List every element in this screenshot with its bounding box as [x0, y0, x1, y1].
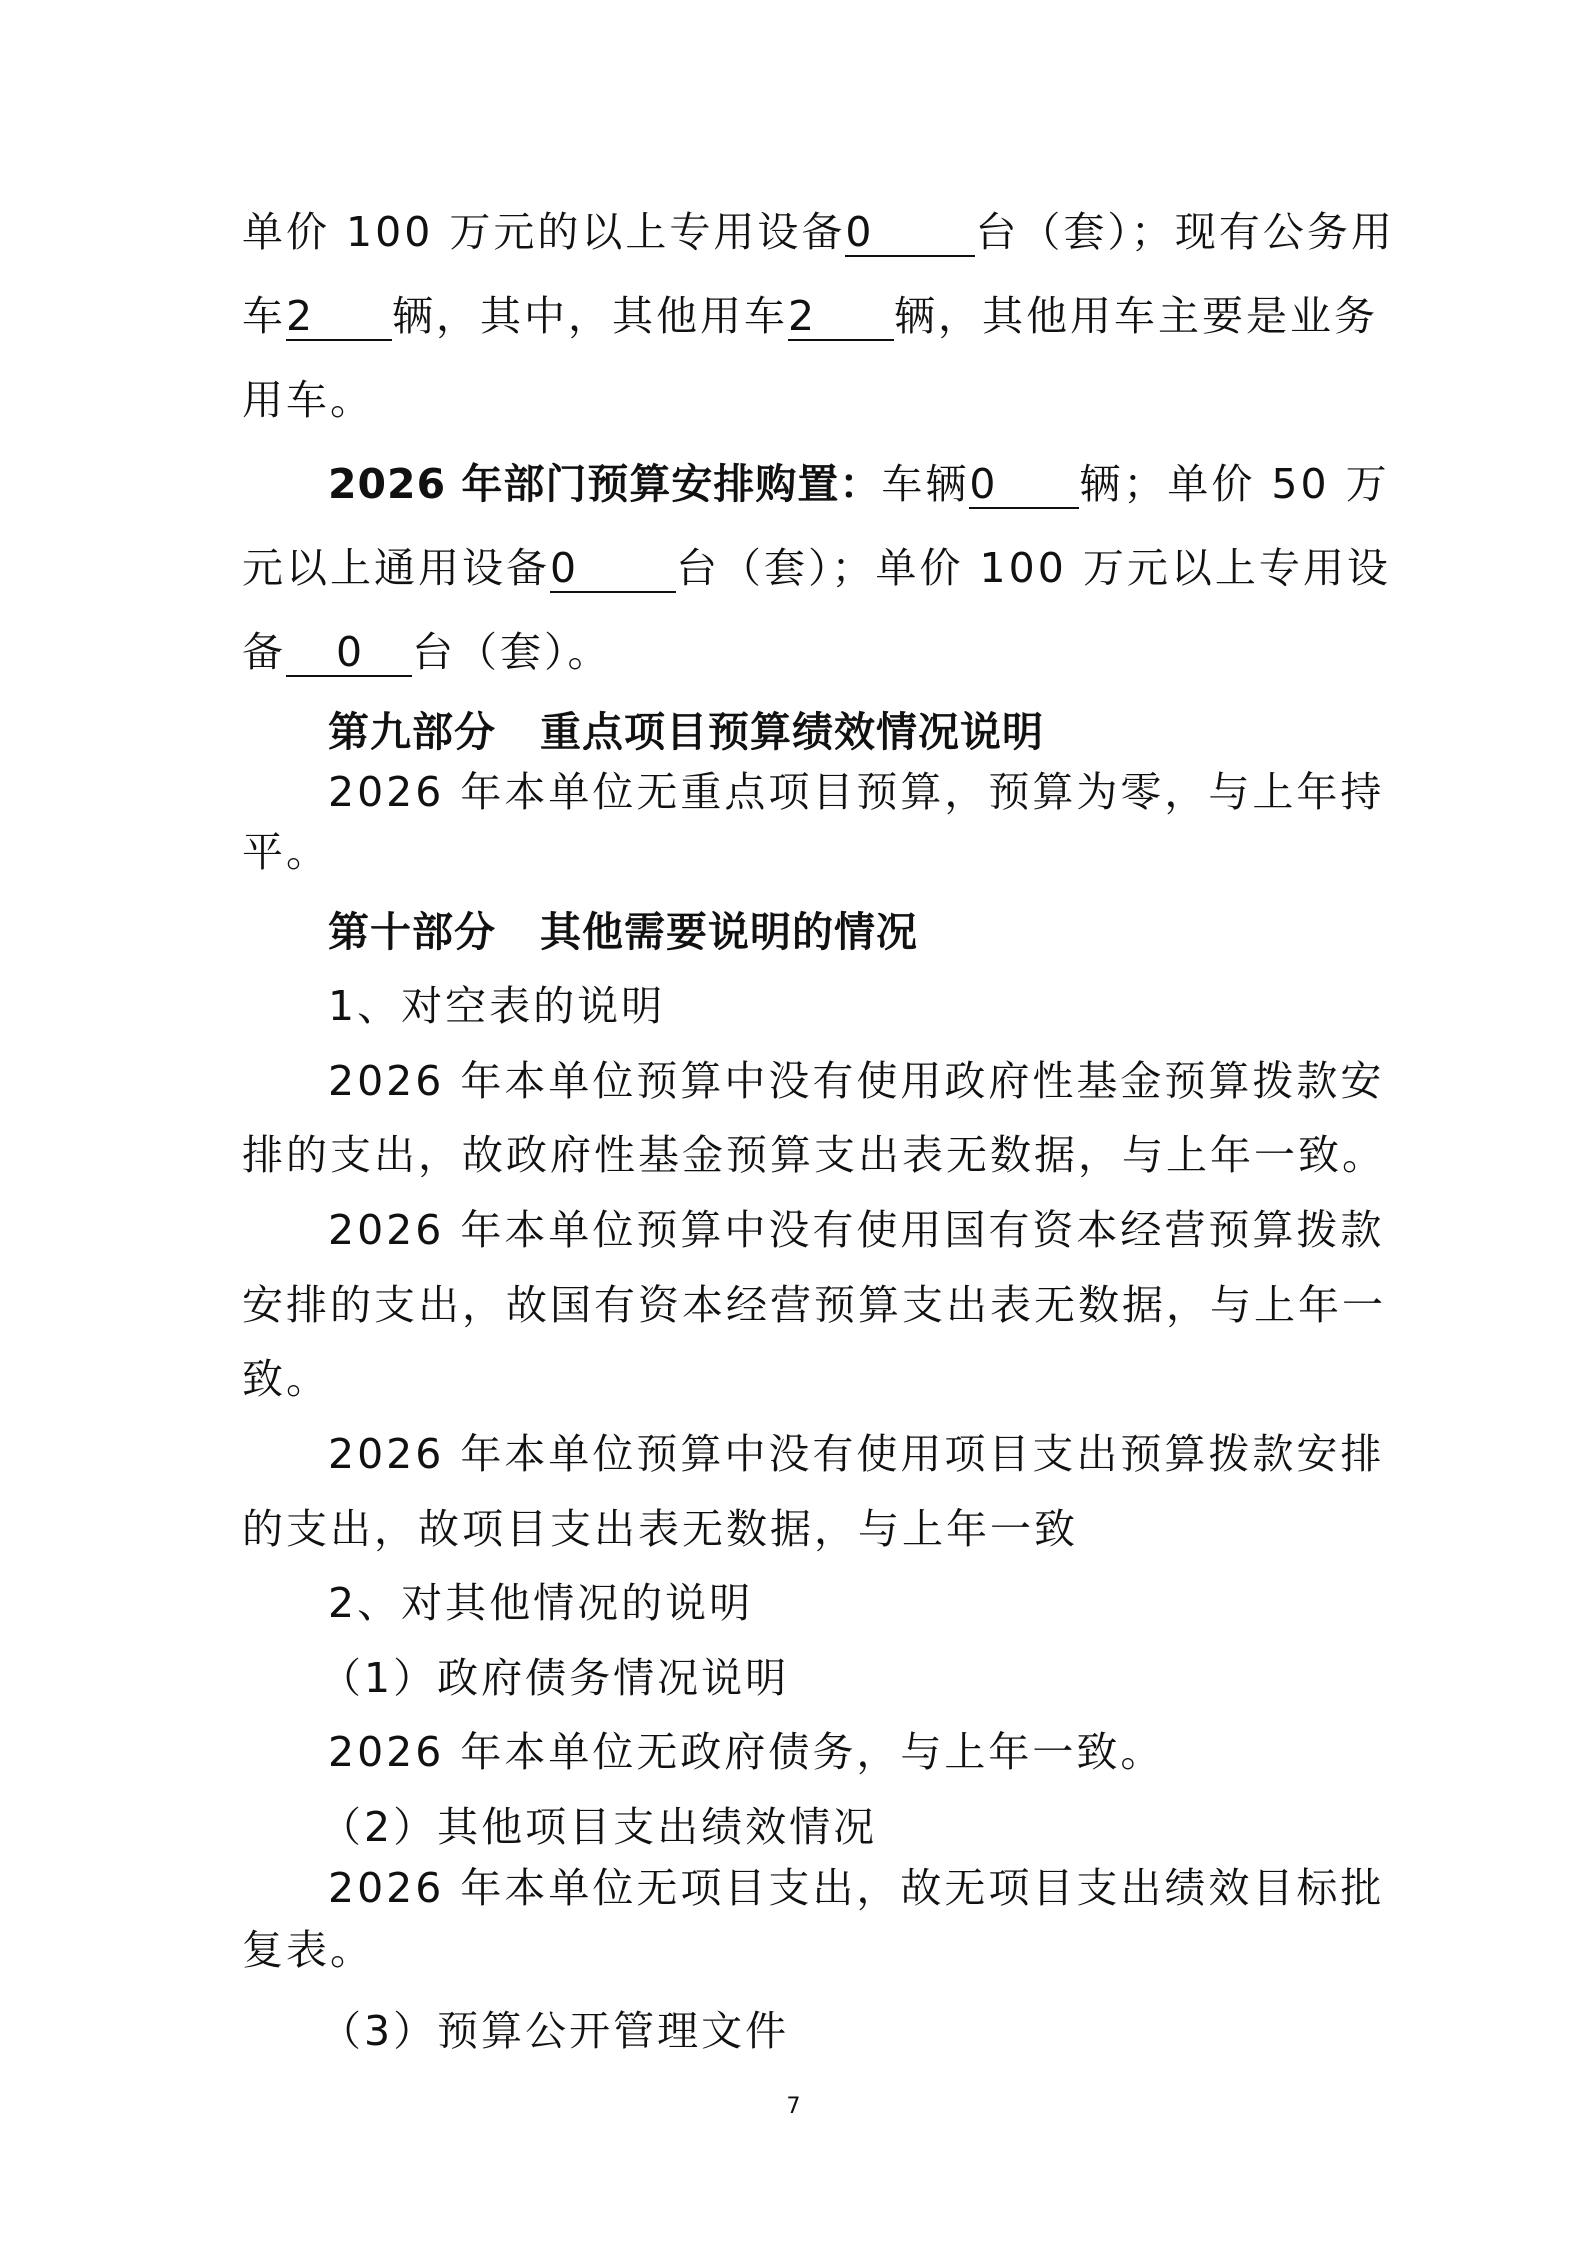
- text-line: 平。: [242, 828, 330, 876]
- text-line: [242, 288, 1378, 344]
- subsection-heading: （3）预算公开管理文件: [320, 2007, 790, 2055]
- text-segment: 车: [242, 292, 286, 340]
- text-line: [328, 456, 1390, 512]
- text-line: 2026 年本单位无重点项目预算，预算为零，与上年持: [328, 768, 1385, 816]
- bold-lead: 2026 年部门预算安排购置：: [328, 460, 882, 508]
- text-line: 2026 年本单位无项目支出，故无项目支出绩效目标批: [328, 1864, 1385, 1912]
- text-line: [242, 624, 1352, 680]
- text-line: 安排的支出，故国有资本经营预算支出表无数据，与上年一: [242, 1281, 1386, 1329]
- text-segment: 车辆: [881, 460, 970, 508]
- text-line: 2026 年本单位无政府债务，与上年一致。: [328, 1728, 1165, 1776]
- section-heading: [328, 904, 1352, 960]
- text-segment: 元以上通用设备: [242, 544, 550, 592]
- text-line: 致。: [242, 1355, 330, 1403]
- fill-blank: 0: [845, 209, 975, 257]
- text-segment: 台（套）。: [412, 628, 612, 676]
- text-line: 2026 年本单位预算中没有使用项目支出预算拨款安排: [328, 1430, 1385, 1478]
- text-line: 的支出，故项目支出表无数据，与上年一致: [242, 1505, 1078, 1553]
- subsection-heading: 2、对其他情况的说明: [328, 1579, 754, 1627]
- text-segment: 备: [242, 628, 286, 676]
- text-segment: 台（套）；现有公务用: [975, 208, 1395, 256]
- text-line: 2026 年本单位预算中没有使用政府性基金预算拨款安: [328, 1057, 1385, 1105]
- text-line: [242, 540, 1391, 596]
- subsection-heading: 1、对空表的说明: [328, 982, 666, 1030]
- section-heading: [328, 704, 1352, 760]
- fill-blank: 0: [286, 629, 412, 677]
- text-line: 2026 年本单位预算中没有使用国有资本经营预算拨款: [328, 1206, 1385, 1254]
- heading-title: 重点项目预算绩效情况说明: [540, 708, 1044, 756]
- text-segment: 辆；单价 50 万: [1079, 460, 1390, 508]
- text-line: 排的支出，故政府性基金预算支出表无数据，与上年一致。: [242, 1131, 1386, 1179]
- text-segment: 台（套）；单价 100 万元以上专用设: [676, 544, 1391, 592]
- text-line: 复表。: [242, 1926, 374, 1974]
- subsection-heading: （2）其他项目支出绩效情况: [320, 1803, 878, 1851]
- subsection-heading: （1）政府债务情况说明: [320, 1654, 790, 1702]
- fill-blank: 2: [286, 293, 392, 341]
- fill-blank: 0: [550, 545, 676, 593]
- text-segment: 辆，其他用车主要是业务: [894, 292, 1378, 340]
- text-segment: 辆，其中，其他用车: [392, 292, 788, 340]
- fill-blank: 2: [788, 293, 894, 341]
- text-segment: 单价 100 万元的以上专用设备: [242, 208, 846, 256]
- text-line: 用车。: [242, 376, 374, 424]
- heading-title: 其他需要说明的情况: [540, 908, 918, 956]
- text-line: [242, 204, 1395, 260]
- heading-number: 第十部分: [328, 908, 496, 956]
- page-number: 7: [786, 2094, 801, 2119]
- fill-blank: 0: [969, 461, 1079, 509]
- heading-number: 第九部分: [328, 708, 496, 756]
